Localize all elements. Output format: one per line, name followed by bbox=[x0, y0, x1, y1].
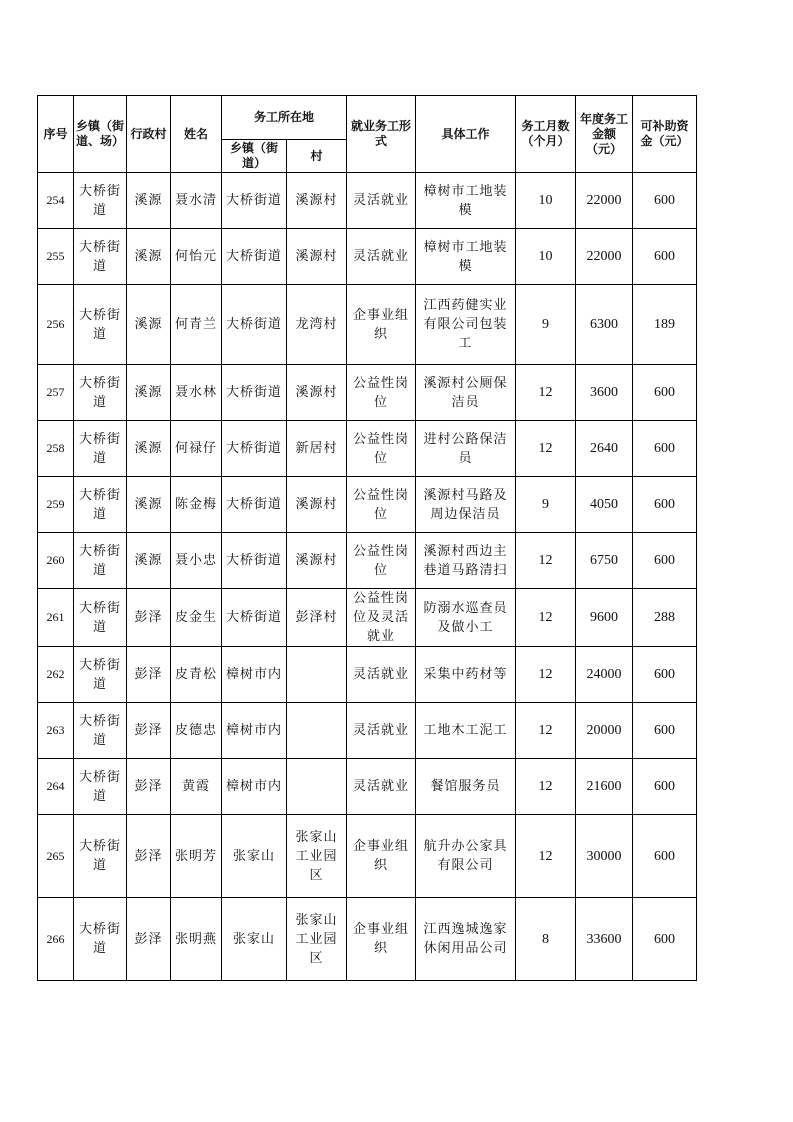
cell-months: 10 bbox=[516, 173, 576, 229]
cell-loc-township: 大桥街道 bbox=[222, 285, 287, 365]
cell-name: 皮德忠 bbox=[171, 703, 222, 759]
cell-name: 皮青松 bbox=[171, 647, 222, 703]
cell-name: 何禄仔 bbox=[171, 421, 222, 477]
cell-employment-form: 公益性岗位 bbox=[347, 365, 416, 421]
cell-loc-village: 溪源村 bbox=[287, 173, 347, 229]
table-row bbox=[38, 365, 697, 421]
cell-village: 溪源 bbox=[127, 477, 171, 533]
cell-township: 大桥街道 bbox=[74, 229, 127, 285]
cell-loc-village: 溪源村 bbox=[287, 229, 347, 285]
cell-loc-village: 新居村 bbox=[287, 421, 347, 477]
header-loc-township: 乡镇（街道） bbox=[222, 140, 287, 173]
cell-village: 彭泽 bbox=[127, 647, 171, 703]
cell-loc-township: 大桥街道 bbox=[222, 365, 287, 421]
cell-employment-form: 灵活就业 bbox=[347, 759, 416, 815]
cell-annual-income: 4050 bbox=[576, 477, 633, 533]
header-name: 姓名 bbox=[171, 96, 222, 173]
cell-seq: 260 bbox=[38, 533, 74, 589]
cell-job: 工地木工泥工 bbox=[416, 703, 516, 759]
table-row bbox=[38, 647, 697, 703]
cell-loc-township: 张家山 bbox=[222, 898, 287, 981]
cell-subsidy: 600 bbox=[633, 477, 697, 533]
cell-subsidy: 600 bbox=[633, 173, 697, 229]
header-annual-income: 年度务工金额（元） bbox=[576, 96, 633, 173]
cell-months: 12 bbox=[516, 703, 576, 759]
cell-loc-village: 彭泽村 bbox=[287, 589, 347, 647]
header-job: 具体工作 bbox=[416, 96, 516, 173]
header-employment-form: 就业务工形式 bbox=[347, 96, 416, 173]
cell-annual-income: 2640 bbox=[576, 421, 633, 477]
cell-loc-village: 龙湾村 bbox=[287, 285, 347, 365]
cell-loc-township: 大桥街道 bbox=[222, 477, 287, 533]
cell-annual-income: 30000 bbox=[576, 815, 633, 898]
cell-loc-township: 大桥街道 bbox=[222, 173, 287, 229]
cell-seq: 254 bbox=[38, 173, 74, 229]
cell-name: 何怡元 bbox=[171, 229, 222, 285]
cell-annual-income: 20000 bbox=[576, 703, 633, 759]
cell-seq: 259 bbox=[38, 477, 74, 533]
cell-seq: 261 bbox=[38, 589, 74, 647]
cell-employment-form: 灵活就业 bbox=[347, 229, 416, 285]
header-work-location: 务工所在地 bbox=[222, 96, 347, 140]
cell-loc-village: 溪源村 bbox=[287, 533, 347, 589]
cell-subsidy: 600 bbox=[633, 533, 697, 589]
cell-seq: 255 bbox=[38, 229, 74, 285]
cell-seq: 262 bbox=[38, 647, 74, 703]
cell-employment-form: 公益性岗位及灵活就业 bbox=[347, 589, 416, 647]
cell-loc-village bbox=[287, 703, 347, 759]
cell-job: 樟树市工地装模 bbox=[416, 229, 516, 285]
cell-job: 樟树市工地装模 bbox=[416, 173, 516, 229]
header-township: 乡镇（街道、场） bbox=[74, 96, 127, 173]
cell-township: 大桥街道 bbox=[74, 703, 127, 759]
cell-name: 张明芳 bbox=[171, 815, 222, 898]
header-subsidy: 可补助资金（元） bbox=[633, 96, 697, 173]
cell-subsidy: 600 bbox=[633, 898, 697, 981]
cell-months: 12 bbox=[516, 589, 576, 647]
cell-loc-township: 大桥街道 bbox=[222, 589, 287, 647]
cell-job: 采集中药材等 bbox=[416, 647, 516, 703]
cell-village: 彭泽 bbox=[127, 759, 171, 815]
cell-township: 大桥街道 bbox=[74, 365, 127, 421]
cell-loc-village bbox=[287, 647, 347, 703]
cell-township: 大桥街道 bbox=[74, 759, 127, 815]
cell-loc-village: 张家山工业园区 bbox=[287, 898, 347, 981]
cell-name: 陈金梅 bbox=[171, 477, 222, 533]
table-row bbox=[38, 421, 697, 477]
cell-months: 9 bbox=[516, 477, 576, 533]
cell-township: 大桥街道 bbox=[74, 285, 127, 365]
cell-months: 12 bbox=[516, 533, 576, 589]
cell-subsidy: 600 bbox=[633, 421, 697, 477]
cell-employment-form: 公益性岗位 bbox=[347, 421, 416, 477]
cell-job: 防溺水巡查员及做小工 bbox=[416, 589, 516, 647]
cell-loc-township: 大桥街道 bbox=[222, 421, 287, 477]
cell-employment-form: 企事业组织 bbox=[347, 898, 416, 981]
cell-subsidy: 189 bbox=[633, 285, 697, 365]
cell-village: 溪源 bbox=[127, 229, 171, 285]
cell-annual-income: 6300 bbox=[576, 285, 633, 365]
table-row bbox=[38, 898, 697, 981]
cell-village: 溪源 bbox=[127, 421, 171, 477]
table-row bbox=[38, 759, 697, 815]
cell-annual-income: 22000 bbox=[576, 173, 633, 229]
cell-job: 进村公路保洁员 bbox=[416, 421, 516, 477]
cell-township: 大桥街道 bbox=[74, 173, 127, 229]
cell-subsidy: 600 bbox=[633, 365, 697, 421]
cell-employment-form: 灵活就业 bbox=[347, 173, 416, 229]
cell-annual-income: 3600 bbox=[576, 365, 633, 421]
cell-subsidy: 288 bbox=[633, 589, 697, 647]
cell-loc-township: 张家山 bbox=[222, 815, 287, 898]
cell-village: 彭泽 bbox=[127, 815, 171, 898]
cell-seq: 258 bbox=[38, 421, 74, 477]
table-row bbox=[38, 533, 697, 589]
cell-job: 溪源村公厕保洁员 bbox=[416, 365, 516, 421]
table-row bbox=[38, 477, 697, 533]
cell-employment-form: 灵活就业 bbox=[347, 703, 416, 759]
cell-months: 12 bbox=[516, 365, 576, 421]
cell-seq: 266 bbox=[38, 898, 74, 981]
cell-seq: 265 bbox=[38, 815, 74, 898]
cell-months: 9 bbox=[516, 285, 576, 365]
cell-loc-township: 樟树市内 bbox=[222, 703, 287, 759]
cell-township: 大桥街道 bbox=[74, 647, 127, 703]
table-row bbox=[38, 229, 697, 285]
cell-township: 大桥街道 bbox=[74, 898, 127, 981]
cell-annual-income: 9600 bbox=[576, 589, 633, 647]
cell-months: 12 bbox=[516, 421, 576, 477]
cell-loc-village bbox=[287, 759, 347, 815]
table-row bbox=[38, 173, 697, 229]
cell-loc-village: 张家山工业园区 bbox=[287, 815, 347, 898]
cell-months: 12 bbox=[516, 815, 576, 898]
cell-township: 大桥街道 bbox=[74, 533, 127, 589]
cell-months: 10 bbox=[516, 229, 576, 285]
cell-township: 大桥街道 bbox=[74, 815, 127, 898]
cell-subsidy: 600 bbox=[633, 815, 697, 898]
cell-job: 江西逸城逸家休闲用品公司 bbox=[416, 898, 516, 981]
cell-name: 黄霞 bbox=[171, 759, 222, 815]
cell-name: 聂小忠 bbox=[171, 533, 222, 589]
cell-loc-township: 大桥街道 bbox=[222, 533, 287, 589]
cell-annual-income: 22000 bbox=[576, 229, 633, 285]
cell-months: 12 bbox=[516, 647, 576, 703]
cell-seq: 256 bbox=[38, 285, 74, 365]
header-months: 务工月数（个月） bbox=[516, 96, 576, 173]
cell-job: 餐馆服务员 bbox=[416, 759, 516, 815]
cell-loc-township: 樟树市内 bbox=[222, 647, 287, 703]
cell-loc-village: 溪源村 bbox=[287, 477, 347, 533]
table-row bbox=[38, 589, 697, 647]
subsidy-table bbox=[37, 95, 697, 981]
cell-loc-township: 大桥街道 bbox=[222, 229, 287, 285]
cell-name: 聂水清 bbox=[171, 173, 222, 229]
cell-annual-income: 6750 bbox=[576, 533, 633, 589]
cell-job: 溪源村西边主巷道马路清扫 bbox=[416, 533, 516, 589]
cell-village: 彭泽 bbox=[127, 589, 171, 647]
cell-subsidy: 600 bbox=[633, 647, 697, 703]
cell-subsidy: 600 bbox=[633, 229, 697, 285]
cell-employment-form: 公益性岗位 bbox=[347, 477, 416, 533]
table-row bbox=[38, 285, 697, 365]
cell-months: 8 bbox=[516, 898, 576, 981]
cell-village: 彭泽 bbox=[127, 703, 171, 759]
cell-annual-income: 33600 bbox=[576, 898, 633, 981]
header-village: 行政村 bbox=[127, 96, 171, 173]
cell-village: 溪源 bbox=[127, 365, 171, 421]
header-loc-village: 村 bbox=[287, 140, 347, 173]
cell-job: 溪源村马路及周边保洁员 bbox=[416, 477, 516, 533]
cell-subsidy: 600 bbox=[633, 759, 697, 815]
cell-seq: 257 bbox=[38, 365, 74, 421]
cell-township: 大桥街道 bbox=[74, 589, 127, 647]
cell-job: 航升办公家具有限公司 bbox=[416, 815, 516, 898]
cell-name: 张明燕 bbox=[171, 898, 222, 981]
header-seq: 序号 bbox=[38, 96, 74, 173]
cell-employment-form: 企事业组织 bbox=[347, 285, 416, 365]
cell-subsidy: 600 bbox=[633, 703, 697, 759]
cell-village: 溪源 bbox=[127, 285, 171, 365]
cell-job: 江西药健实业有限公司包装工 bbox=[416, 285, 516, 365]
cell-name: 皮金生 bbox=[171, 589, 222, 647]
cell-loc-township: 樟树市内 bbox=[222, 759, 287, 815]
cell-village: 溪源 bbox=[127, 173, 171, 229]
table-row bbox=[38, 703, 697, 759]
cell-employment-form: 企事业组织 bbox=[347, 815, 416, 898]
cell-township: 大桥街道 bbox=[74, 477, 127, 533]
cell-seq: 263 bbox=[38, 703, 74, 759]
cell-months: 12 bbox=[516, 759, 576, 815]
cell-village: 彭泽 bbox=[127, 898, 171, 981]
cell-name: 聂水林 bbox=[171, 365, 222, 421]
cell-annual-income: 21600 bbox=[576, 759, 633, 815]
table-row bbox=[38, 815, 697, 898]
cell-annual-income: 24000 bbox=[576, 647, 633, 703]
cell-employment-form: 灵活就业 bbox=[347, 647, 416, 703]
cell-employment-form: 公益性岗位 bbox=[347, 533, 416, 589]
cell-name: 何青兰 bbox=[171, 285, 222, 365]
cell-township: 大桥街道 bbox=[74, 421, 127, 477]
cell-village: 溪源 bbox=[127, 533, 171, 589]
cell-loc-village: 溪源村 bbox=[287, 365, 347, 421]
cell-seq: 264 bbox=[38, 759, 74, 815]
